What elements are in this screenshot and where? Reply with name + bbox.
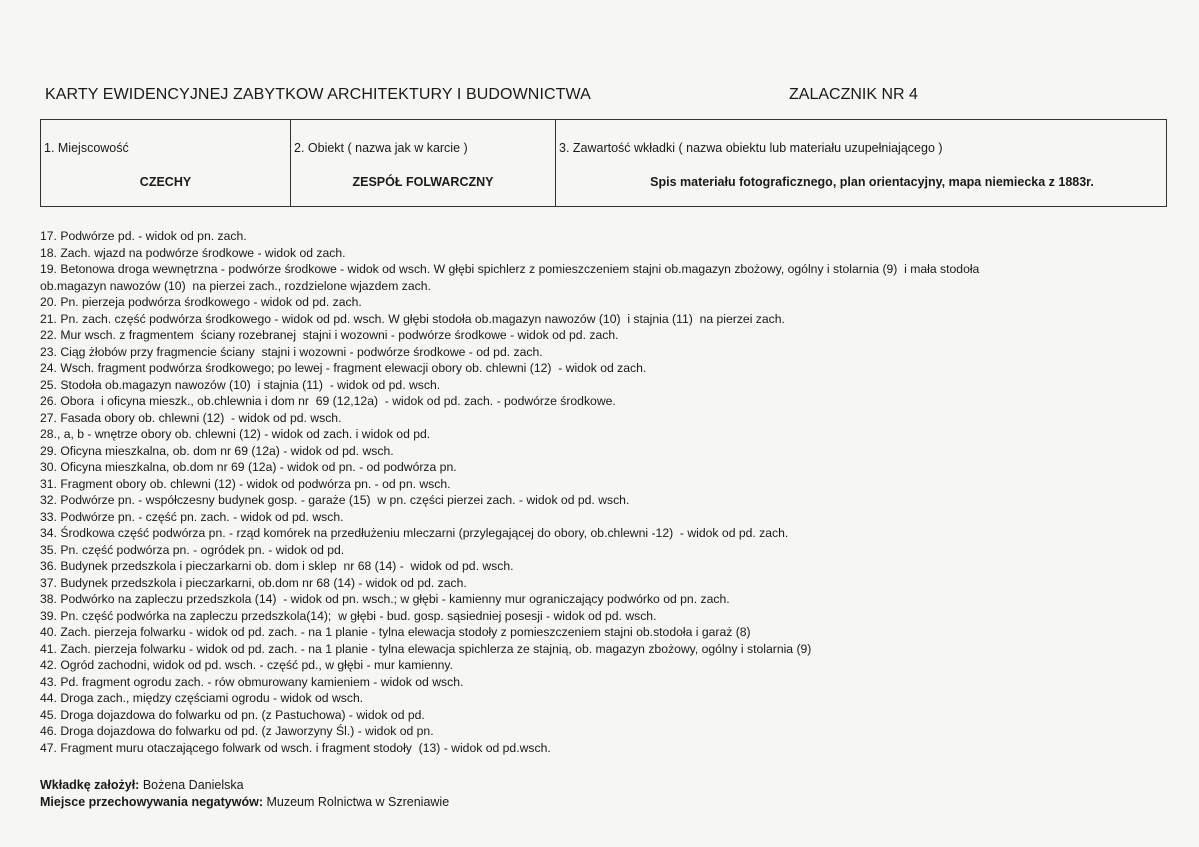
storage-label: Miejsce przechowywania negatywów:	[40, 794, 263, 809]
list-item: 44. Droga zach., między częściami ogrodu - widok od wsch.	[40, 691, 364, 705]
list-item: 38. Podwórko na zapleczu przedszkola (14) - widok od pn. wsch.; w głębi - kamienny mur ograniczający podwórko od pn. zach.	[40, 592, 730, 606]
list-item: 18. Zach. wjazd na podwórze środkowe - widok od zach.	[40, 245, 346, 260]
object-cell	[290, 120, 555, 206]
list-item: 36. Budynek przedszkola i pieczarkarni ob. dom i sklep nr 68 (14) - widok od pd. wsch.	[40, 559, 514, 573]
list-item: 35. Pn. część podwórza pn. - ogródek pn. - widok od pd.	[40, 542, 345, 557]
list-item: 32. Podwórze pn. - współczesny budynek gosp. - garaże (15) w pn. części pierzei zach. - widok od pd. wsch.	[40, 493, 630, 507]
annex-number: ZALACZNIK NR 4	[789, 86, 918, 103]
contents-value: Spis materiału fotograficznego, plan orientacyjny, mapa niemiecka z 1883r.	[650, 175, 1094, 189]
list-item: 31. Fragment obory ob. chlewni (12) - widok od podwórza pn. - od pn. wsch.	[40, 476, 451, 491]
object-label: 2. Obiekt ( nazwa jak w karcie )	[294, 141, 468, 155]
list-item: 19. Betonowa droga wewnętrzna - podwórze środkowe - widok od wsch. W głębi spichlerz z pomieszczeniem stajni ob.magazyn zbożowy, ogólny i stolarnia (9) i mała stodoła ob.magazyn nawozów (10) na pierzei zach., rozdzielone wjazdem zach.	[40, 262, 980, 293]
list-item: 25. Stodoła ob.magazyn nawozów (10) i stajnia (11) - widok od pd. wsch.	[40, 377, 441, 392]
locality-cell	[41, 120, 290, 206]
list-item: 40. Zach. pierzeja folwarku - widok od pd. zach. - na 1 planie - tylna elewacja stodoły z pomieszczeniem stajni ob.stodoła i garaż (8)	[40, 625, 751, 639]
list-item: 24. Wsch. fragment podwórza środkowego; po lewej - fragment elewacji obory ob. chlewni (12) - widok od zach.	[40, 361, 647, 375]
object-value: ZESPÓŁ FOLWARCZNY	[352, 175, 494, 189]
list-item: 34. Środkowa część podwórza pn. - rząd komórek na przedłużeniu mleczarni (przylegającej do obory, ob.chlewni -12) - widok od pd. zach.	[40, 526, 789, 540]
list-item: 46. Droga dojazdowa do folwarku od pd. (z Jaworzyny Śl.) - widok od pn.	[40, 724, 434, 738]
list-item: 43. Pd. fragment ogrodu zach. - rów obmurowany kamieniem - widok od wsch.	[40, 674, 464, 689]
list-item: 42. Ogród zachodni, widok od pd. wsch. - część pd., w głębi - mur kamienny.	[40, 658, 453, 672]
list-item: 33. Podwórze pn. - część pn. zach. - widok od pd. wsch.	[40, 509, 344, 524]
locality-label: 1. Miejscowość	[44, 141, 129, 155]
list-item: 23. Ciąg żłobów przy fragmencie ściany stajni i wozowni - podwórze środkowe - od pd. zach.	[40, 344, 543, 359]
info-table	[40, 119, 1167, 207]
list-item: 45. Droga dojazdowa do folwarku od pn. (z Pastuchowa) - widok od pd.	[40, 707, 425, 722]
contents-label: 3. Zawartość wkładki ( nazwa obiektu lub materiału uzupełniającego )	[559, 141, 943, 155]
document-title: KARTY EWIDENCYJNEJ ZABYTKOW ARCHITEKTURY I BUDOWNICTWA	[45, 86, 591, 103]
list-item: 29. Oficyna mieszkalna, ob. dom nr 69 (12a) - widok od pd. wsch.	[40, 443, 394, 458]
document-footer	[40, 777, 449, 810]
list-item: 22. Mur wsch. z fragmentem ściany rozebranej stajni i wozowni - podwórze środkowe - widok od pd. zach.	[40, 328, 619, 342]
list-item: 41. Zach. pierzeja folwarku - widok od pd. zach. - na 1 planie - tylna elewacja spichlerza ze stajnią, ob. magazyn zbożowy, ogólny i stolarnia (9)	[40, 641, 812, 656]
list-item: 39. Pn. część podwórka na zapleczu przedszkola(14); w głębi - bud. gosp. sąsiedniej posesji - widok od pd. wsch.	[40, 608, 657, 623]
author-line	[40, 777, 449, 794]
list-item: 20. Pn. pierzeja podwórza środkowego - widok od pd. zach.	[40, 295, 362, 309]
storage-value: Muzeum Rolnictwa w Szreniawie	[262, 794, 450, 809]
list-item: 30. Oficyna mieszkalna, ob.dom nr 69 (12a) - widok od pn. - od podwórza pn.	[40, 460, 457, 474]
locality-value: CZECHY	[139, 175, 192, 189]
contents-cell	[555, 120, 1166, 206]
list-item: 21. Pn. zach. część podwórza środkowego - widok od pd. wsch. W głębi stodoła ob.magazyn nawozów (10) i stajnia (11) na pierzei zach.	[40, 311, 785, 326]
list-item: 28., a, b - wnętrze obory ob. chlewni (12) - widok od zach. i widok od pd.	[40, 427, 431, 441]
list-item: 26. Obora i oficyna mieszk., ob.chlewnia i dom nr 69 (12,12a) - widok od pd. zach. - podwórze środkowe.	[40, 394, 616, 408]
storage-line	[40, 794, 449, 811]
list-item: 17. Podwórze pd. - widok od pn. zach.	[40, 229, 247, 243]
author-value: Bożena Danielska	[139, 778, 244, 792]
list-item: 47. Fragment muru otaczającego folwark od wsch. i fragment stodoły (13) - widok od pd.wsch.	[40, 740, 551, 755]
list-item: 27. Fasada obory ob. chlewni (12) - widok od pd. wsch.	[40, 410, 342, 425]
photo-list	[40, 228, 1150, 756]
list-item: 37. Budynek przedszkola i pieczarkarni, ob.dom nr 68 (14) - widok od pd. zach.	[40, 575, 467, 590]
author-label: Wkładkę założył:	[40, 778, 140, 792]
